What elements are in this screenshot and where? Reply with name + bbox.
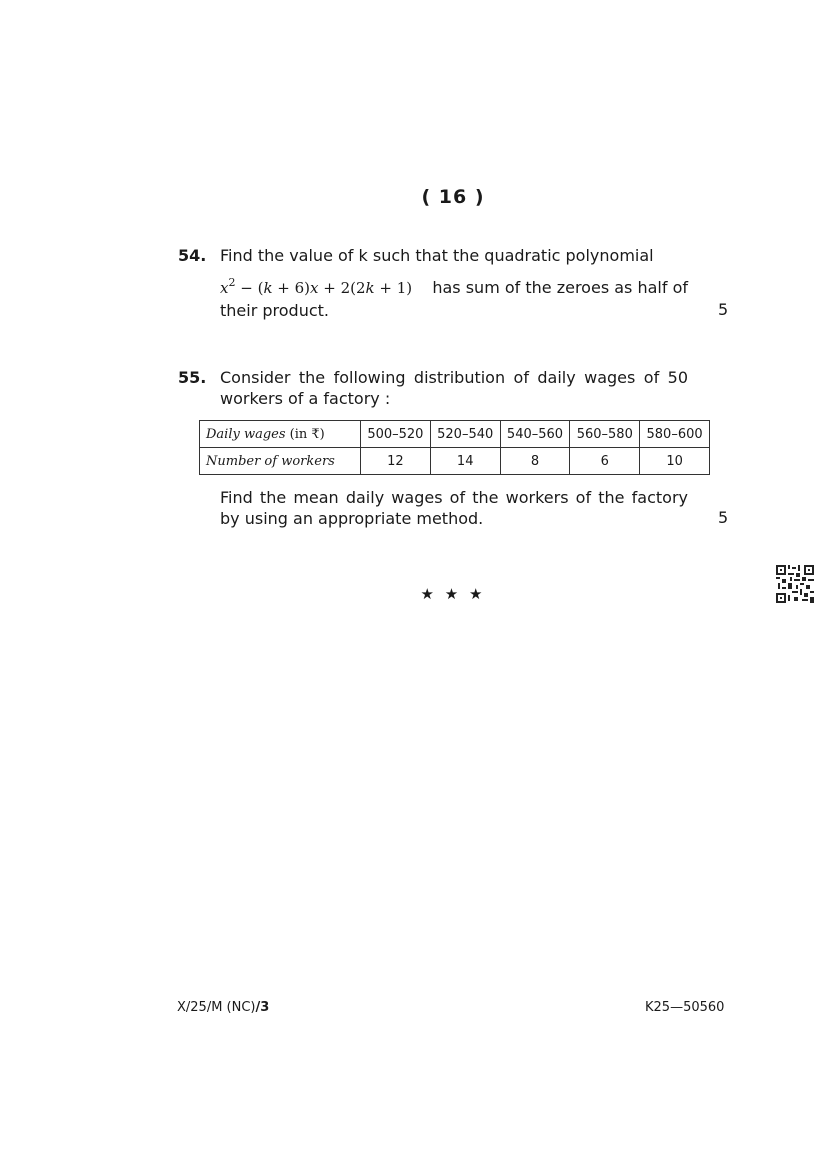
table-cell: 12 <box>361 448 431 475</box>
table-header-wages: Daily wages (in ₹) <box>200 421 361 448</box>
table-cell: 580–600 <box>640 421 710 448</box>
table-header-workers: Number of workers <box>200 448 361 475</box>
table-cell: 540–560 <box>500 421 570 448</box>
table-cell: 6 <box>570 448 640 475</box>
question-54-number: 54. <box>178 246 207 265</box>
table-row <box>200 421 710 448</box>
table-cell: 560–580 <box>570 421 640 448</box>
question-55-intro: Consider the following distribution of daily wages of 50 workers of a factory : <box>220 368 688 408</box>
polynomial-expression: $x^2 - (k + 6)x + 2(2k + 1)$ <box>220 276 413 297</box>
question-54-marks: 5 <box>718 300 729 319</box>
question-54-line2 <box>220 277 688 299</box>
question-55-outro: Find the mean daily wages of the workers of the factory by using an appropriate method. <box>220 488 688 528</box>
wages-table <box>199 420 710 475</box>
question-55-marks: 5 <box>718 508 729 527</box>
page-number: ( 16 ) <box>421 186 485 208</box>
table-cell: 500–520 <box>361 421 431 448</box>
question-54-line2-text: has sum of the zeroes as half of <box>432 278 688 297</box>
table-cell: 14 <box>430 448 500 475</box>
qr-code-icon <box>776 565 814 603</box>
end-marker: ★ ★ ★ <box>420 585 486 603</box>
table-cell: 8 <box>500 448 570 475</box>
question-54-line3: their product. <box>220 301 329 320</box>
table-cell: 520–540 <box>430 421 500 448</box>
question-54-line1: Find the value of k such that the quadratic polynomial <box>220 246 654 265</box>
question-55-number: 55. <box>178 368 207 387</box>
table-cell: 10 <box>640 448 710 475</box>
table-row <box>200 448 710 475</box>
footer-left-code: X/25/M (NC)/3 <box>177 1000 270 1015</box>
footer-right-code: K25—50560 <box>645 1000 725 1015</box>
